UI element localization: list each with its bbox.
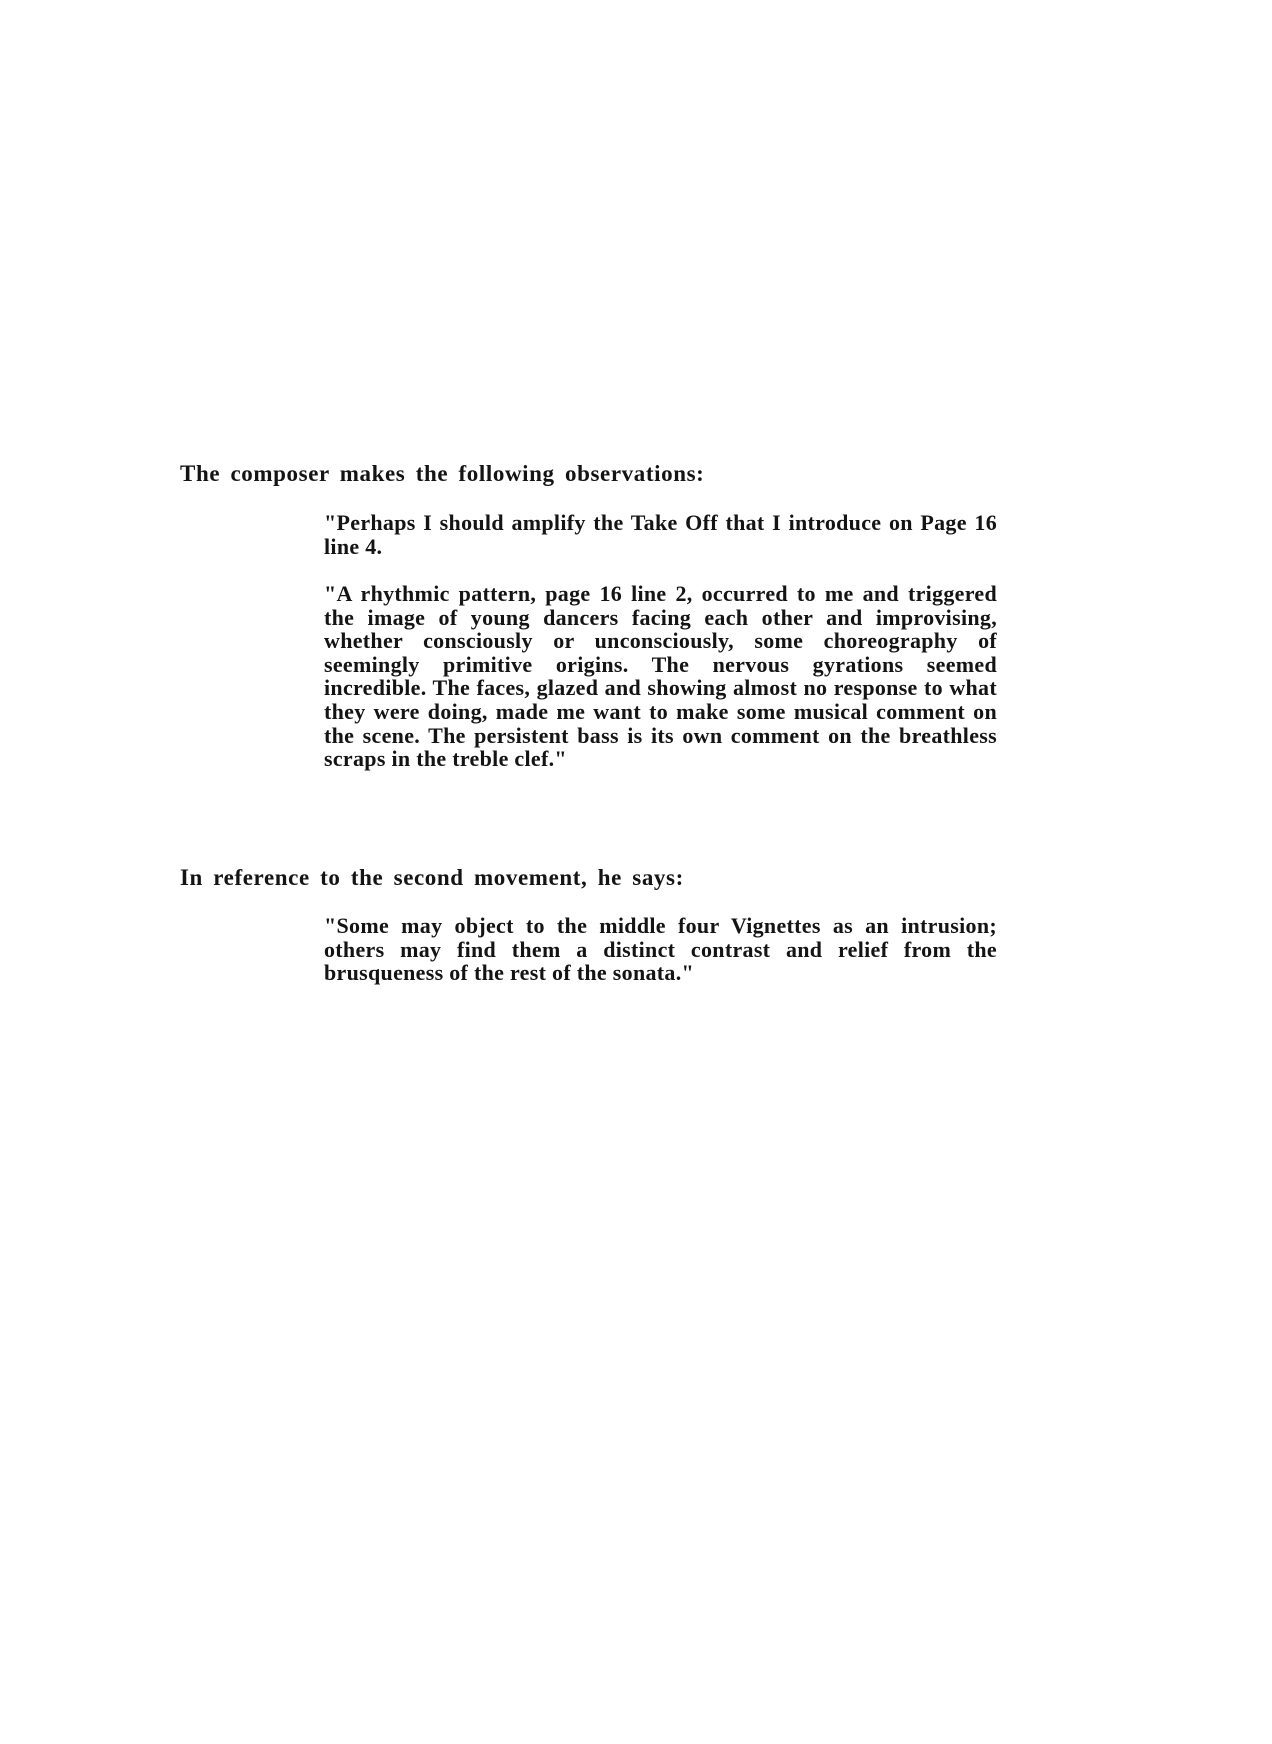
quote-paragraph-rhythmic-pattern: "A rhythmic pattern, page 16 line 2, occurred to me and triggered the image of young dancers facing each other and improvising, whether consciously or unconsciously, some choreography of seemingly primitive origins. The nervous gyrations seemed incredible. The faces, glazed and showing almost no response to what they were doing, made me want to make some musical comment on the scene. The persistent bass is its own comment on the breathless scraps in the treble clef." xyxy=(324,581,997,772)
quote-paragraph-vignettes: "Some may object to the middle four Vignettes as an intrusion; others may find them a distinct contrast and relief from the brusqueness of the rest of the sonata." xyxy=(324,913,997,986)
quote-paragraph-take-off: "Perhaps I should amplify the Take Off that I introduce on Page 16 line 4. xyxy=(324,510,997,559)
intro-paragraph-observations: The composer makes the following observations: xyxy=(180,461,705,486)
intro-paragraph-second-movement: In reference to the second movement, he says: xyxy=(180,865,684,890)
